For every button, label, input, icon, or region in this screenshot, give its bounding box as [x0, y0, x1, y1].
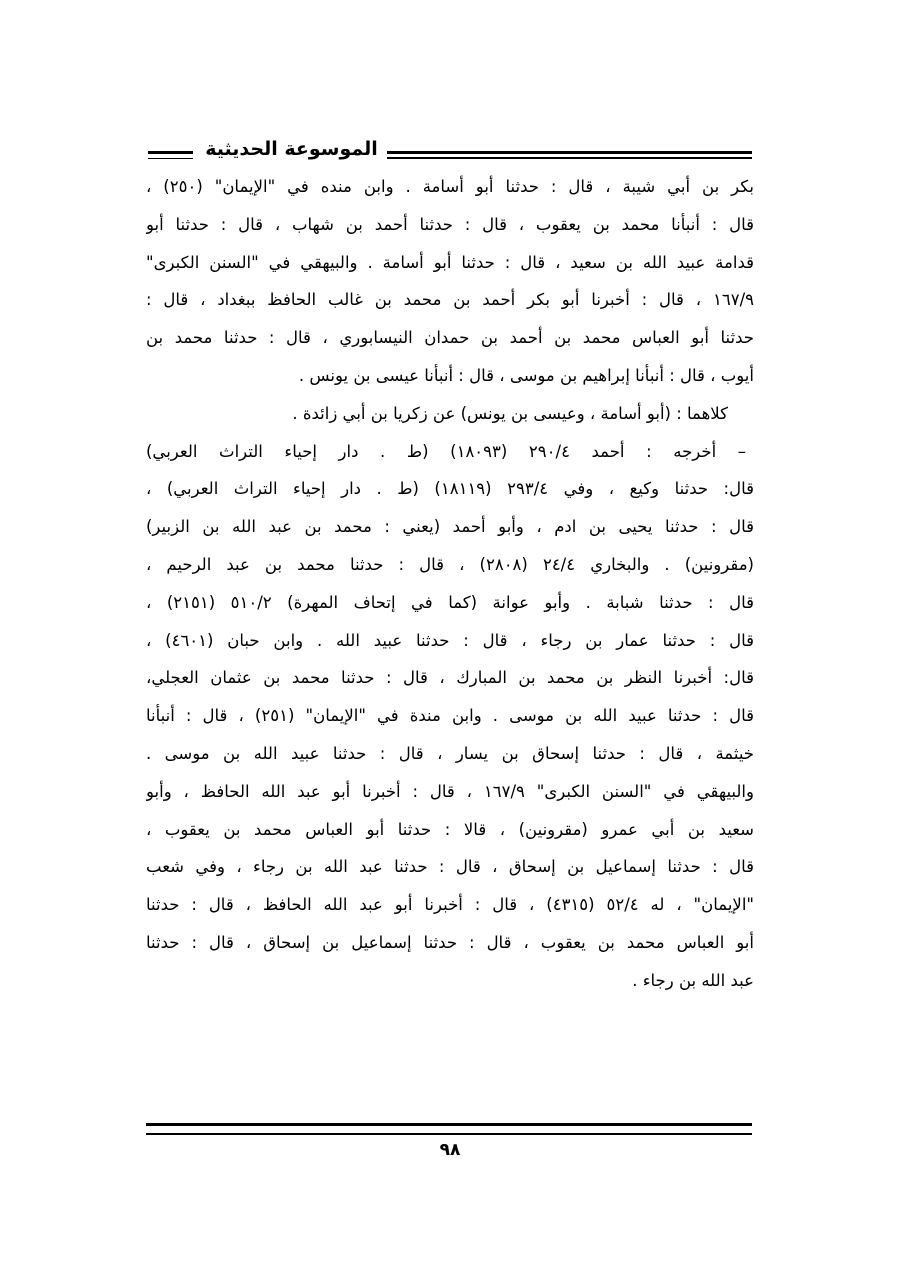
text-line: قال: أخبرنا النظر بن محمد بن المبارك ، قال : حدثنا محمد بن عثمان العجلي،: [146, 668, 754, 688]
header-rule-left: [148, 151, 193, 159]
text-line: قال : حدثنا عبيد الله بن موسى . وابن مندة في "الإيمان" (٢٥١) ، قال : أنبأنا: [146, 706, 754, 726]
text-line: ١٦٧/٩ ، قال : أخبرنا أبو بكر أحمد بن محمد بن غالب الحافظ ببغداد ، قال :: [146, 290, 754, 310]
text-line: والبيهقي في "السنن الكبرى" ١٦٧/٩ ، قال : أخبرنا أبو عبد الله الحافظ ، وأبو: [146, 781, 754, 801]
text-line: حدثنا أبو العباس محمد بن أحمد بن حمدان النيسابوري ، قال : حدثنا محمد بن: [146, 328, 754, 348]
footer-rule: [146, 1123, 752, 1135]
header-rule-right: [387, 151, 752, 159]
page-number: ٩٨: [439, 1140, 461, 1160]
text-line: كلاهما : (أبو أسامة ، وعيسى بن يونس) عن زكريا بن أبي زائدة .: [292, 403, 728, 423]
text-line: قال : حدثنا إسماعيل بن إسحاق ، قال : حدثنا عبد الله بن رجاء ، وفي شعب: [146, 857, 754, 877]
text-line: قال : حدثنا شبابة . وأبو عوانة (كما في إتحاف المهرة) ٥١٠/٢ (٢١٥١) ،: [146, 592, 754, 612]
text-line: أيوب ، قال : أنبأنا إبراهيم بن موسى ، قال : أنبأنا عيسى بن يونس .: [298, 365, 754, 385]
text-line: خيثمة ، قال : حدثنا إسحاق بن يسار ، قال : حدثنا عبيد الله بن موسى .: [146, 743, 754, 763]
text-line: بكر بن أبي شيبة ، قال : حدثنا أبو أسامة . وابن منده في "الإيمان" (٢٥٠) ،: [146, 177, 754, 196]
text-line: قال: حدثنا وكيع ، وفي ٢٩٣/٤ (١٨١١٩) (ط . دار إحياء التراث العربي) ،: [146, 479, 754, 499]
text-line: قال : حدثنا عمار بن رجاء ، قال : حدثنا عبيد الله . وابن حبان (٤٦٠١) ،: [146, 630, 754, 650]
text-line: قال : حدثنا يحيى بن ادم ، وأبو أحمد (يعني : محمد بن عبد الله بن الزبير): [146, 517, 754, 537]
text-line: – أخرجه : أحمد ٢٩٠/٤ (١٨٠٩٣) (ط . دار إحياء التراث العربي): [146, 441, 746, 461]
text-line: "الإيمان" ، له ٥٢/٤ (٤٣١٥) ، قال : أخبرنا أبو عبد الله الحافظ ، قال : حدثنا: [146, 895, 754, 915]
text-line: قال : أنبأنا محمد بن يعقوب ، قال : حدثنا أحمد بن شهاب ، قال : حدثنا أبو: [146, 214, 754, 234]
text-line: عبد الله بن رجاء .: [632, 970, 754, 990]
text-line: سعيد بن أبي عمرو (مقرونين) ، قالا : حدثنا أبو العباس محمد بن يعقوب ،: [146, 819, 754, 839]
text-line: أبو العباس محمد بن يعقوب ، قال : حدثنا إسماعيل بن إسحاق ، قال : حدثنا: [146, 932, 754, 952]
header-title: الموسوعة الحديثية: [205, 138, 378, 160]
text-line: (مقرونين) . والبخاري ٢٤/٤ (٢٨٠٨) ، قال : حدثنا محمد بن عبد الرحيم ،: [146, 554, 754, 574]
body-text: [146, 168, 754, 1000]
text-line: قدامة عبيد الله بن سعيد ، قال : حدثنا أبو أسامة . والبيهقي في "السنن الكبرى": [146, 252, 754, 272]
